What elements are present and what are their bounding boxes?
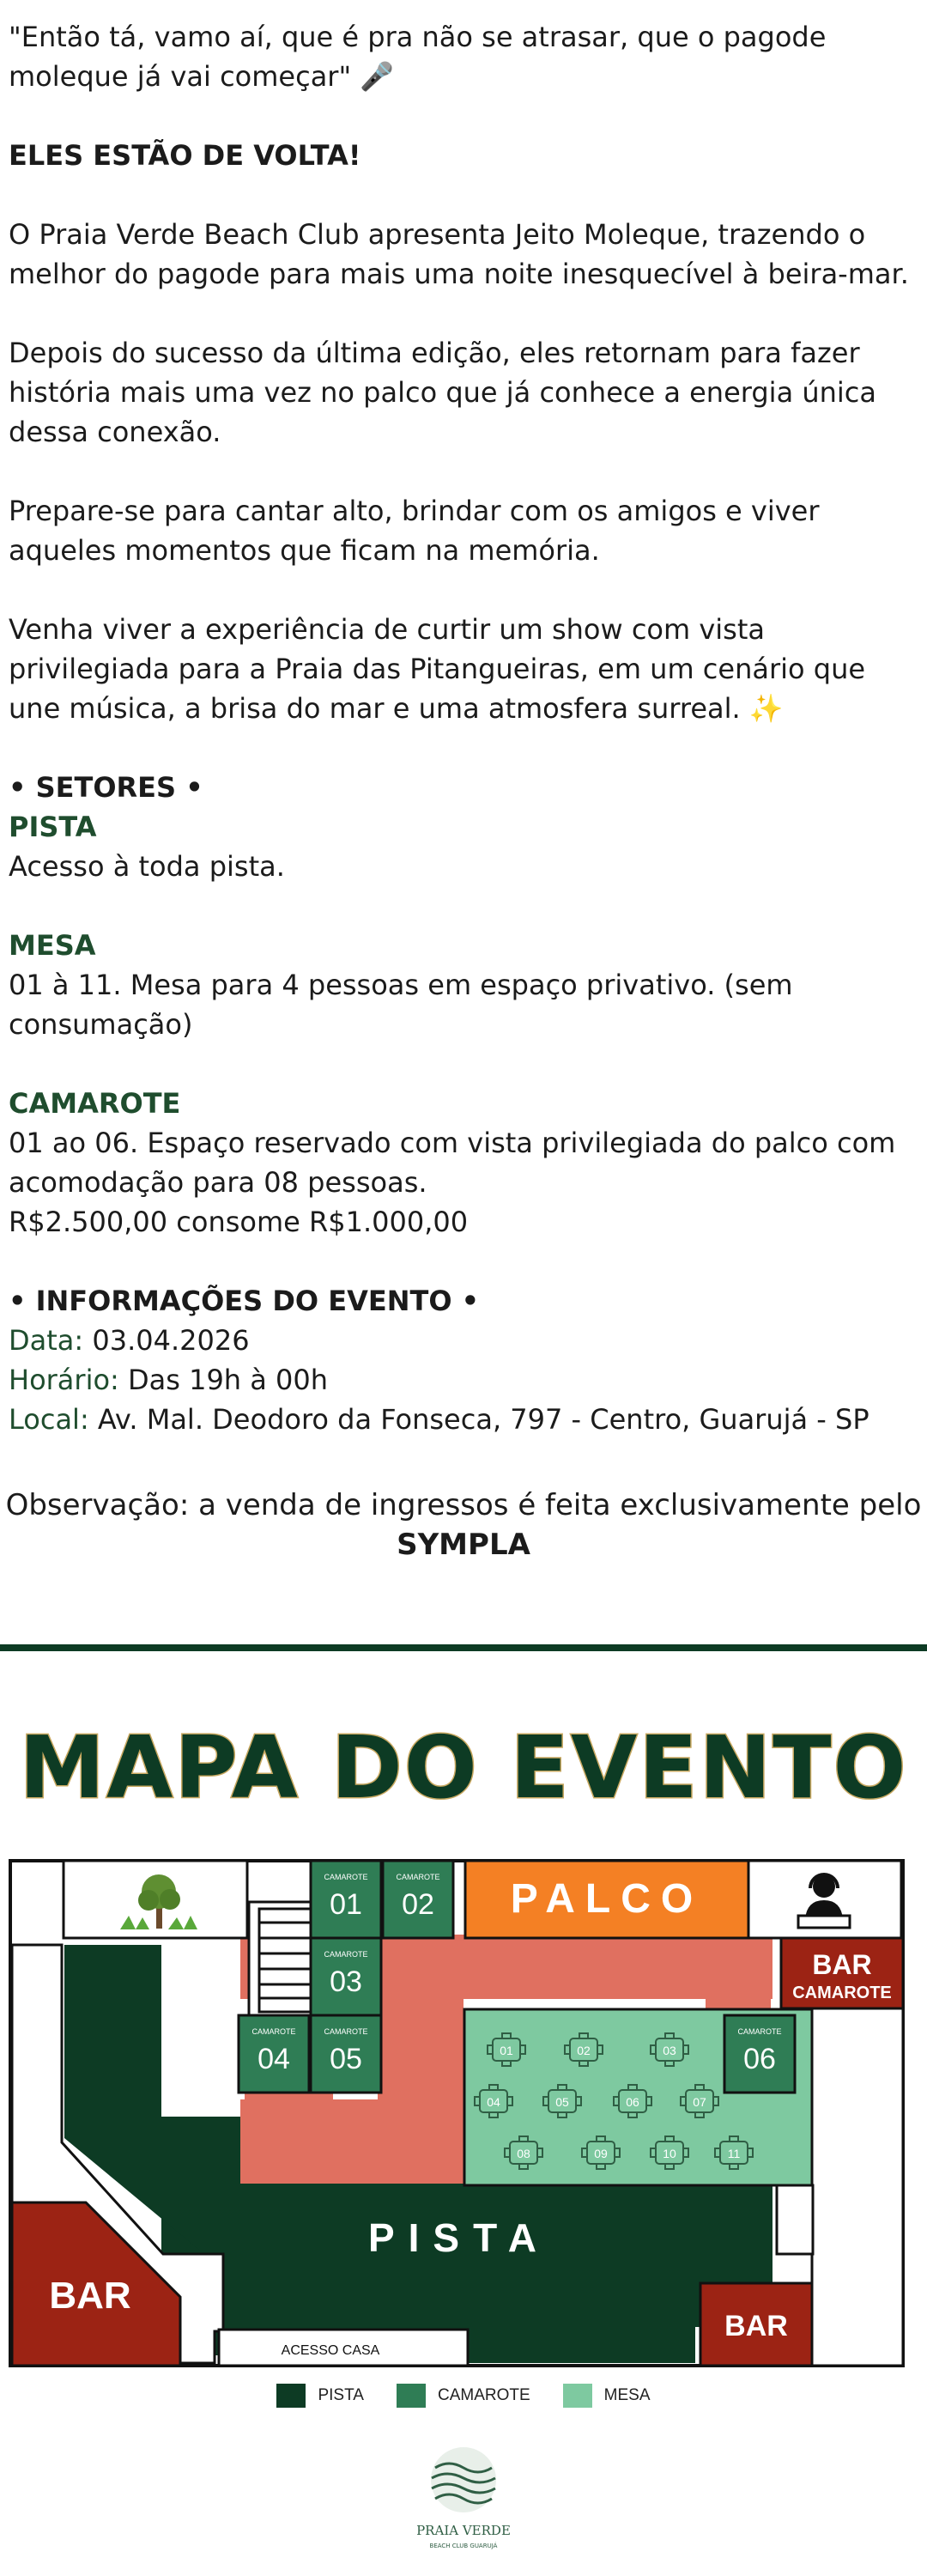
camarote-small-label: CAMAROTE: [251, 2027, 296, 2036]
camarote-number: 02: [402, 1888, 434, 1921]
map-legend: [0, 2384, 927, 2408]
sector-pista-title: PISTA: [9, 811, 97, 843]
camarote-03[interactable]: [311, 1938, 381, 2015]
camarote-01[interactable]: [311, 1861, 381, 1938]
info-time: Horário: Das 19h à 00h: [9, 1364, 329, 1396]
legend-camarote: CAMAROTE: [397, 2384, 530, 2408]
svg-text:PRAIA VERDE: PRAIA VERDE: [416, 2523, 511, 2538]
bar-camarote-sublabel: CAMAROTE: [792, 1984, 892, 2002]
camarote-number: 05: [330, 2043, 362, 2075]
camarote-04[interactable]: [239, 2015, 309, 2093]
acesso-casa-label: ACESSO CASA: [281, 2343, 380, 2358]
paragraph-4: Venha viver a experiência de curtir um show com vista privilegiada para a Praia das Pitangueiras, em um cenário que une música, a brisa do mar e uma atmosfera surreal. ✨: [9, 613, 866, 725]
observation: [0, 1485, 927, 1564]
mesa-number: 03: [663, 2044, 676, 2057]
sectors-heading: • SETORES •: [9, 771, 203, 804]
sector-mesa-text: 01 à 11. Mesa para 4 pessoas em espaço privativo. (sem consumação): [9, 969, 793, 1041]
event-map: [9, 1859, 905, 2367]
camarote-small-label: CAMAROTE: [324, 1950, 368, 1959]
headline: ELES ESTÃO DE VOLTA!: [9, 139, 361, 172]
praia-verde-logo: [0, 2445, 927, 2561]
camarote-number: 01: [330, 1888, 362, 1921]
legend-mesa: MESA: [563, 2384, 651, 2408]
sector-camarote-title: CAMAROTE: [9, 1087, 181, 1120]
section-divider: [0, 1644, 927, 1651]
sector-mesa-title: MESA: [9, 929, 96, 962]
info-heading: • INFORMAÇÕES DO EVENTO •: [9, 1285, 480, 1317]
info-place: Local: Av. Mal. Deodoro da Fonseca, 797 - Centro, Guarujá - SP: [9, 1403, 869, 1436]
mesa-number: 01: [500, 2044, 513, 2057]
sector-camarote-text: 01 ao 06. Espaço reservado com vista privilegiada do palco com acomodação para 08 pessoas.: [9, 1127, 896, 1199]
mesa-number: 07: [693, 2095, 706, 2109]
wave-logo-icon: [416, 2445, 511, 2557]
camarote-06[interactable]: [724, 2015, 795, 2093]
mesa-number: 05: [555, 2095, 569, 2109]
observation-text: Observação: a venda de ingressos é feita exclusivamente pelo: [5, 1488, 922, 1522]
sparkles-icon: ✨: [748, 692, 784, 725]
camarote-05[interactable]: [311, 2015, 381, 2093]
camarote-small-label: CAMAROTE: [396, 1873, 440, 1881]
camarote-number: 04: [258, 2043, 290, 2075]
info-date: Data: 03.04.2026: [9, 1324, 250, 1357]
camarote-number: 06: [743, 2043, 776, 2075]
bar-left-label: BAR: [49, 2275, 131, 2317]
microphone-icon: 🎤: [360, 60, 395, 93]
mesa-number: 09: [594, 2147, 608, 2160]
stage-label: PALCO: [510, 1876, 704, 1922]
mesa-number: 11: [727, 2147, 741, 2160]
sector-camarote-price: R$2.500,00 consome R$1.000,00: [9, 1206, 469, 1238]
camarote-02[interactable]: [383, 1861, 453, 1938]
right-corridor: [812, 2008, 903, 2366]
legend-pista: PISTA: [276, 2384, 364, 2408]
camarote-small-label: CAMAROTE: [324, 2027, 368, 2036]
mesa-number: 04: [487, 2095, 500, 2109]
pista-label: PISTA: [367, 2215, 551, 2260]
event-description: [9, 17, 920, 1439]
sympla-brand: SYMPLA: [397, 1528, 530, 1562]
camarote-small-label: CAMAROTE: [324, 1873, 368, 1881]
svg-text:BEACH CLUB GUARUJÁ: BEACH CLUB GUARUJÁ: [429, 2543, 498, 2549]
mesa-number: 02: [577, 2044, 591, 2057]
bar-bottom-label: BAR: [724, 2310, 788, 2342]
intro-quote: "Então tá, vamo aí, que é pra não se atrasar, que o pagode moleque já vai começar" 🎤: [9, 21, 827, 93]
mesa-number: 08: [517, 2147, 530, 2160]
paragraph-1: O Praia Verde Beach Club apresenta Jeito Moleque, trazendo o melhor do pagode para mais uma noite inesquecível à beira-mar.: [9, 218, 909, 290]
map-title: MAPA DO EVENTO: [19, 1717, 908, 1818]
camarote-small-label: CAMAROTE: [737, 2027, 782, 2036]
paragraph-3: Prepare-se para cantar alto, brindar com os amigos e viver aqueles momentos que ficam na memória.: [9, 495, 820, 567]
mesa-number: 06: [626, 2095, 639, 2109]
sector-pista-text: Acesso à toda pista.: [9, 850, 285, 883]
paragraph-2: Depois do sucesso da última edição, eles retornam para fazer história mais uma vez no palco que já conhece a energia única dessa conexão.: [9, 337, 876, 448]
mesa-number: 10: [663, 2147, 676, 2160]
bar-camarote-label: BAR: [812, 1949, 872, 1980]
camarote-number: 03: [330, 1965, 362, 1998]
